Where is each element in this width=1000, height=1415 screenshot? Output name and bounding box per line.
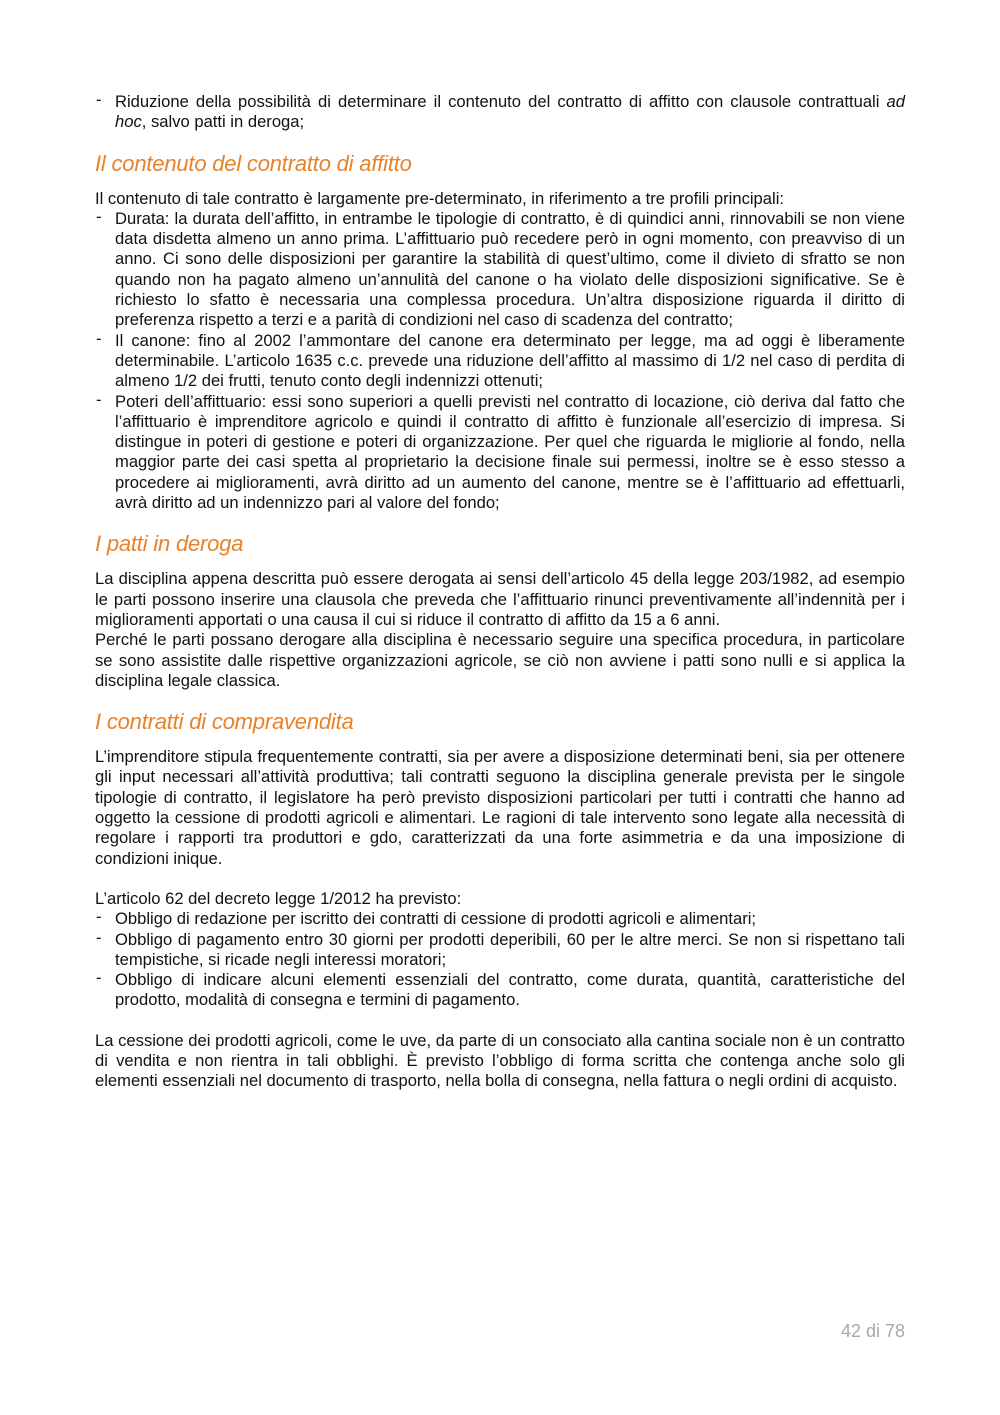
list-item: - Obbligo di pagamento entro 30 giorni per prodotti deperibili, 60 per le altre merci. Se non si rispettano tali tempistiche, si ricade negli interessi moratori; [95,930,905,971]
section-heading-contenuto: Il contenuto del contratto di affitto [95,150,412,176]
section-heading-patti: I patti in deroga [95,531,244,557]
list-item: - Poteri dell’affittuario: essi sono superiori a quelli previsti nel contratto di locazione, ciò deriva dal fatto che l’affittuario è imprenditore agricolo e quindi il contratto di affitto è funzionale all’esercizio di impresa. Si distingue in poteri di gestione e poteri di organizzazione. Per quel che riguarda le migliorie al fondo, nella maggior parte dei casi spetta al proprietario la decisione finale sui permessi, inoltre se è esso stesso a procedere ai miglioramenti, avrà diritto ad un aumento del canone, mentre se è l’affittuario ad effettuarli, avrà diritto ad un indennizzo pari al valore del fondo; [95,392,905,514]
list-intro: L’articolo 62 del decreto legge 1/2012 ha previsto: [95,888,462,908]
section3-list [95,909,905,1010]
list-item: - Obbligo di indicare alcuni elementi essenziali del contratto, come durata, quantità, caratteristiche del prodotto, modalità di consegna e termini di pagamento. [95,970,905,1011]
intro-list [95,92,905,133]
section1-list [95,209,905,513]
section-heading-compravendita: I contratti di compravendita [95,709,354,735]
section-intro: Il contenuto di tale contratto è largamente pre-determinato, in riferimento a tre profili principali: [95,188,784,208]
list-item-text: , salvo patti in deroga; [141,112,305,132]
document-page [95,92,905,1092]
page-number: 42 di 78 [840,1321,905,1341]
list-item-text: Riduzione della possibilità di determinare il contenuto del contratto di affitto con clausole contrattuali [115,92,887,111]
list-item: - Obbligo di redazione per iscritto dei contratti di cessione di prodotti agricoli e alimentari; [95,909,905,929]
paragraph: La cessione dei prodotti agricoli, come le uve, da parte di un consociato alla cantina sociale non è un contratto di vendita e non rientra in tali obblighi. È previsto l’obbligo di forma scritta che contenga anche solo gli elementi essenziali nel documento di trasporto, nella bolla di consegna, nella fattura o negli ordini di acquisto. [95,1030,905,1091]
paragraph: Perché le parti possano derogare alla disciplina è necessario seguire una specifica procedura, in particolare se sono assistite dalle rispettive organizzazioni agricole, se ciò non avviene i patti sono nulli e si applica la disciplina legale classica. [95,630,905,690]
list-item: - Durata: la durata dell’affitto, in entrambe le tipologie di contratto, è di quindici anni, rinnovabili se non viene data disdetta almeno un anno prima. L’affittuario può recedere però in ogni momento, con preavviso di un anno. Ci sono delle disposizioni per garantire la stabilità di quest’ultimo, come il divieto di sfratto se non quando non ha pagato almeno un’annulità del canone o ha violato delle disposizioni significative. Se è richiesto lo sfatto è necessaria una complessa procedura. Un’altra disposizione riguarda il diritto di preferenza rispetto a terzi e a parità di condizioni nel caso di scadenza del contratto; [95,209,905,331]
paragraph: La disciplina appena descritta può essere derogata ai sensi dell’articolo 45 della legge 203/1982, ad esempio le parti possono inserire una clausola che preveda che l’affittuario rinunci preventivamente all’indennità per i miglioramenti apportati o una causa il cui si riduce il contratto di affitto da 15 a 6 anni. [95,569,905,629]
paragraph: L’imprenditore stipula frequentemente contratti, sia per avere a disposizione determinati beni, sia per ottenere gli input necessari all’attività produttiva; tali contratti seguono la disciplina generale prevista per le singole tipologie di contratto, il legislatore ha però previsto disposizioni particolari per tutti i contratti che hanno ad oggetto la cessione di prodotti agricoli e alimentari. Le ragioni di tale intervento sono legate alla necessità di regolare i rapporti tra produttori e gdo, caratterizzati da una forte asimmetria e da una imposizione di condizioni inique. [95,747,905,868]
list-item [95,92,905,133]
list-item-italic: ad hoc [115,92,905,132]
list-item: - Il canone: fino al 2002 l’ammontare del canone era determinato per legge, ma ad oggi è liberamente determinabile. L’articolo 1635 c.c. prevede una riduzione dell’affitto al massimo di 1/2 nel caso di perdita di almeno 1/2 dei frutti, tenuto conto degli indennizzi ottenuti; [95,331,905,392]
